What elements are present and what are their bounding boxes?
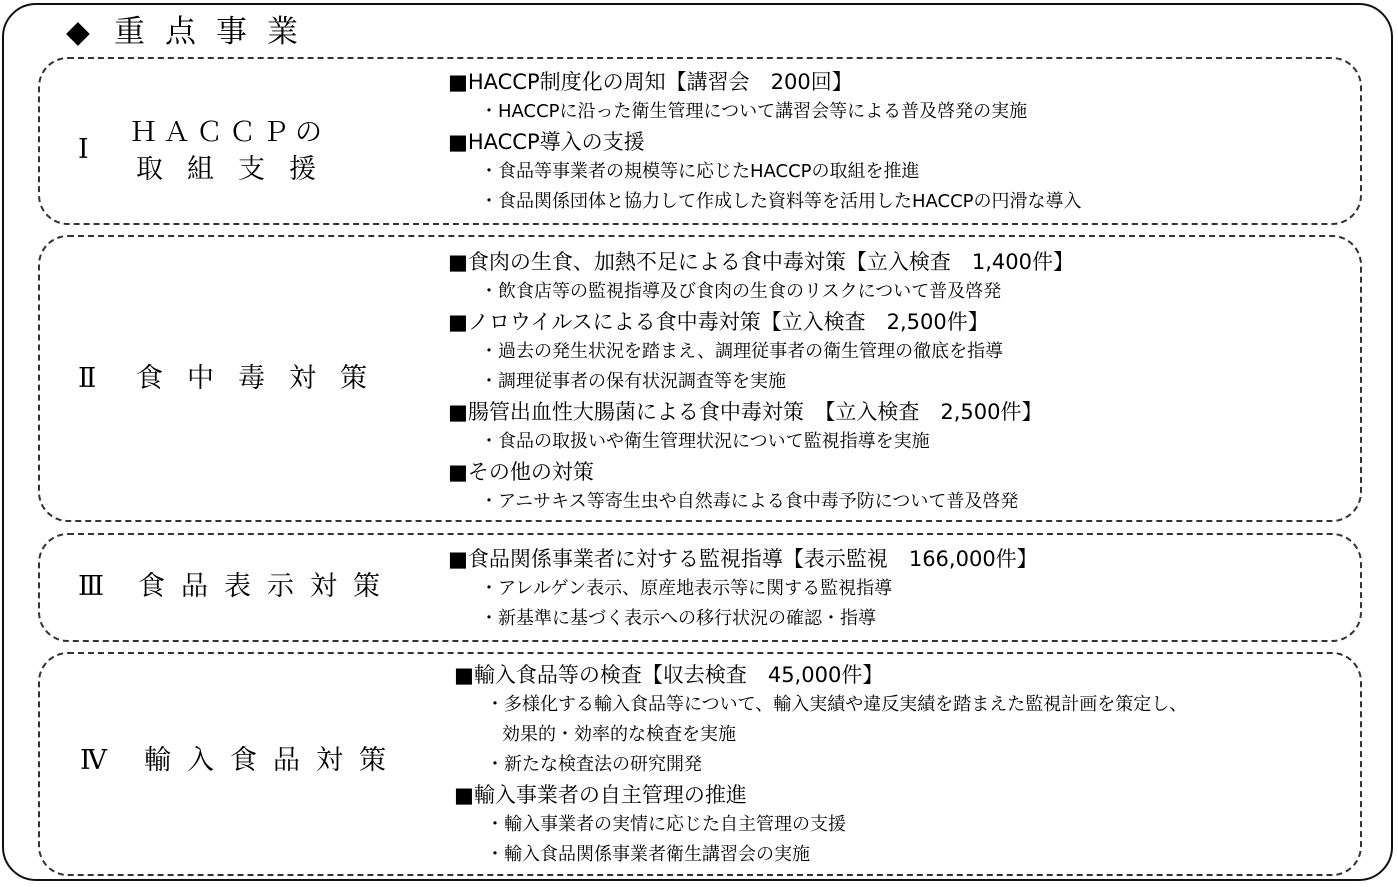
section-items [454, 660, 1187, 870]
item-bullet: ・調理従事者の保有状況調査等を実施 [480, 371, 786, 392]
section-items [448, 247, 1074, 517]
section-food-labeling [38, 533, 1362, 642]
page-title [66, 12, 318, 52]
item-bullet: ・新たな検査法の研究開発 [486, 754, 702, 775]
item-bullet: ・輸入事業者の実情に応じた自主管理の支援 [486, 814, 846, 835]
section-imported-food [38, 652, 1362, 876]
item-bullet: ・多様化する輸入食品等について、輸入実績や違反実績を踏まえた監視計画を策定し、 [486, 694, 1188, 715]
section-haccp [38, 57, 1362, 225]
section-numeral: Ⅲ [78, 571, 105, 602]
item-bullet: ・アニサキス等寄生虫や自然毒による食中毒予防について普及啓発 [480, 491, 1019, 512]
section-numeral: Ⅰ [78, 134, 89, 165]
item-bullet-continuation: 効果的・効率的な検査を実施 [502, 724, 736, 745]
item-bullet: ・飲食店等の監視指導及び食肉の生食のリスクについて普及啓発 [480, 281, 1002, 302]
item-heading: ■HACCP導入の支援 [448, 130, 645, 154]
item-bullet: ・HACCPに沿った衛生管理について講習会等による普及啓発の実施 [480, 101, 1028, 122]
item-heading: ■腸管出血性大腸菌による食中毒対策 【立入検査 2,500件】 [448, 400, 1043, 424]
section-label: 食中毒対策 [136, 363, 391, 394]
item-heading: ■食肉の生食、加熱不足による食中毒対策【立入検査 1,400件】 [448, 250, 1074, 274]
section-label: 食品表示対策 [138, 571, 396, 602]
item-bullet: ・輸入食品関係事業者衛生講習会の実施 [486, 844, 810, 865]
page-title-text: 重点事業 [114, 14, 318, 50]
item-bullet: ・過去の発生状況を踏まえ、調理従事者の衛生管理の徹底を指導 [480, 341, 1004, 362]
item-bullet: ・新基準に基づく表示への移行状況の確認・指導 [480, 608, 876, 629]
item-heading: ■その他の対策 [448, 460, 594, 484]
section-label-line-1: ＨＡＣＣＰの [130, 117, 328, 148]
item-bullet: ・食品等事業者の規模等に応じたHACCPの取組を推進 [480, 161, 920, 182]
section-label-line-2: 取組支援 [136, 154, 340, 185]
item-heading: ■食品関係事業者に対する監視指導【表示監視 166,000件】 [448, 547, 1038, 571]
item-heading: ■HACCP制度化の周知【講習会 200回】 [448, 70, 853, 94]
section-items [448, 544, 1038, 634]
section-numeral: Ⅱ [78, 363, 97, 394]
section-numeral: Ⅳ [80, 745, 107, 776]
section-items [448, 67, 1082, 217]
section-label: 輸入食品対策 [144, 745, 402, 776]
diamond-icon: ◆ [66, 14, 90, 50]
item-heading: ■輸入事業者の自主管理の推進 [454, 783, 747, 807]
item-bullet: ・食品関係団体と協力して作成した資料等を活用したHACCPの円滑な導入 [480, 191, 1082, 212]
item-bullet: ・アレルゲン表示、原産地表示等に関する監視指導 [480, 578, 893, 599]
item-bullet: ・食品の取扱いや衛生管理状況について監視指導を実施 [480, 431, 930, 452]
item-heading: ■輸入食品等の検査【収去検査 45,000件】 [454, 663, 884, 687]
item-heading: ■ノロウイルスによる食中毒対策【立入検査 2,500件】 [448, 310, 989, 334]
section-food-poisoning [38, 235, 1362, 522]
